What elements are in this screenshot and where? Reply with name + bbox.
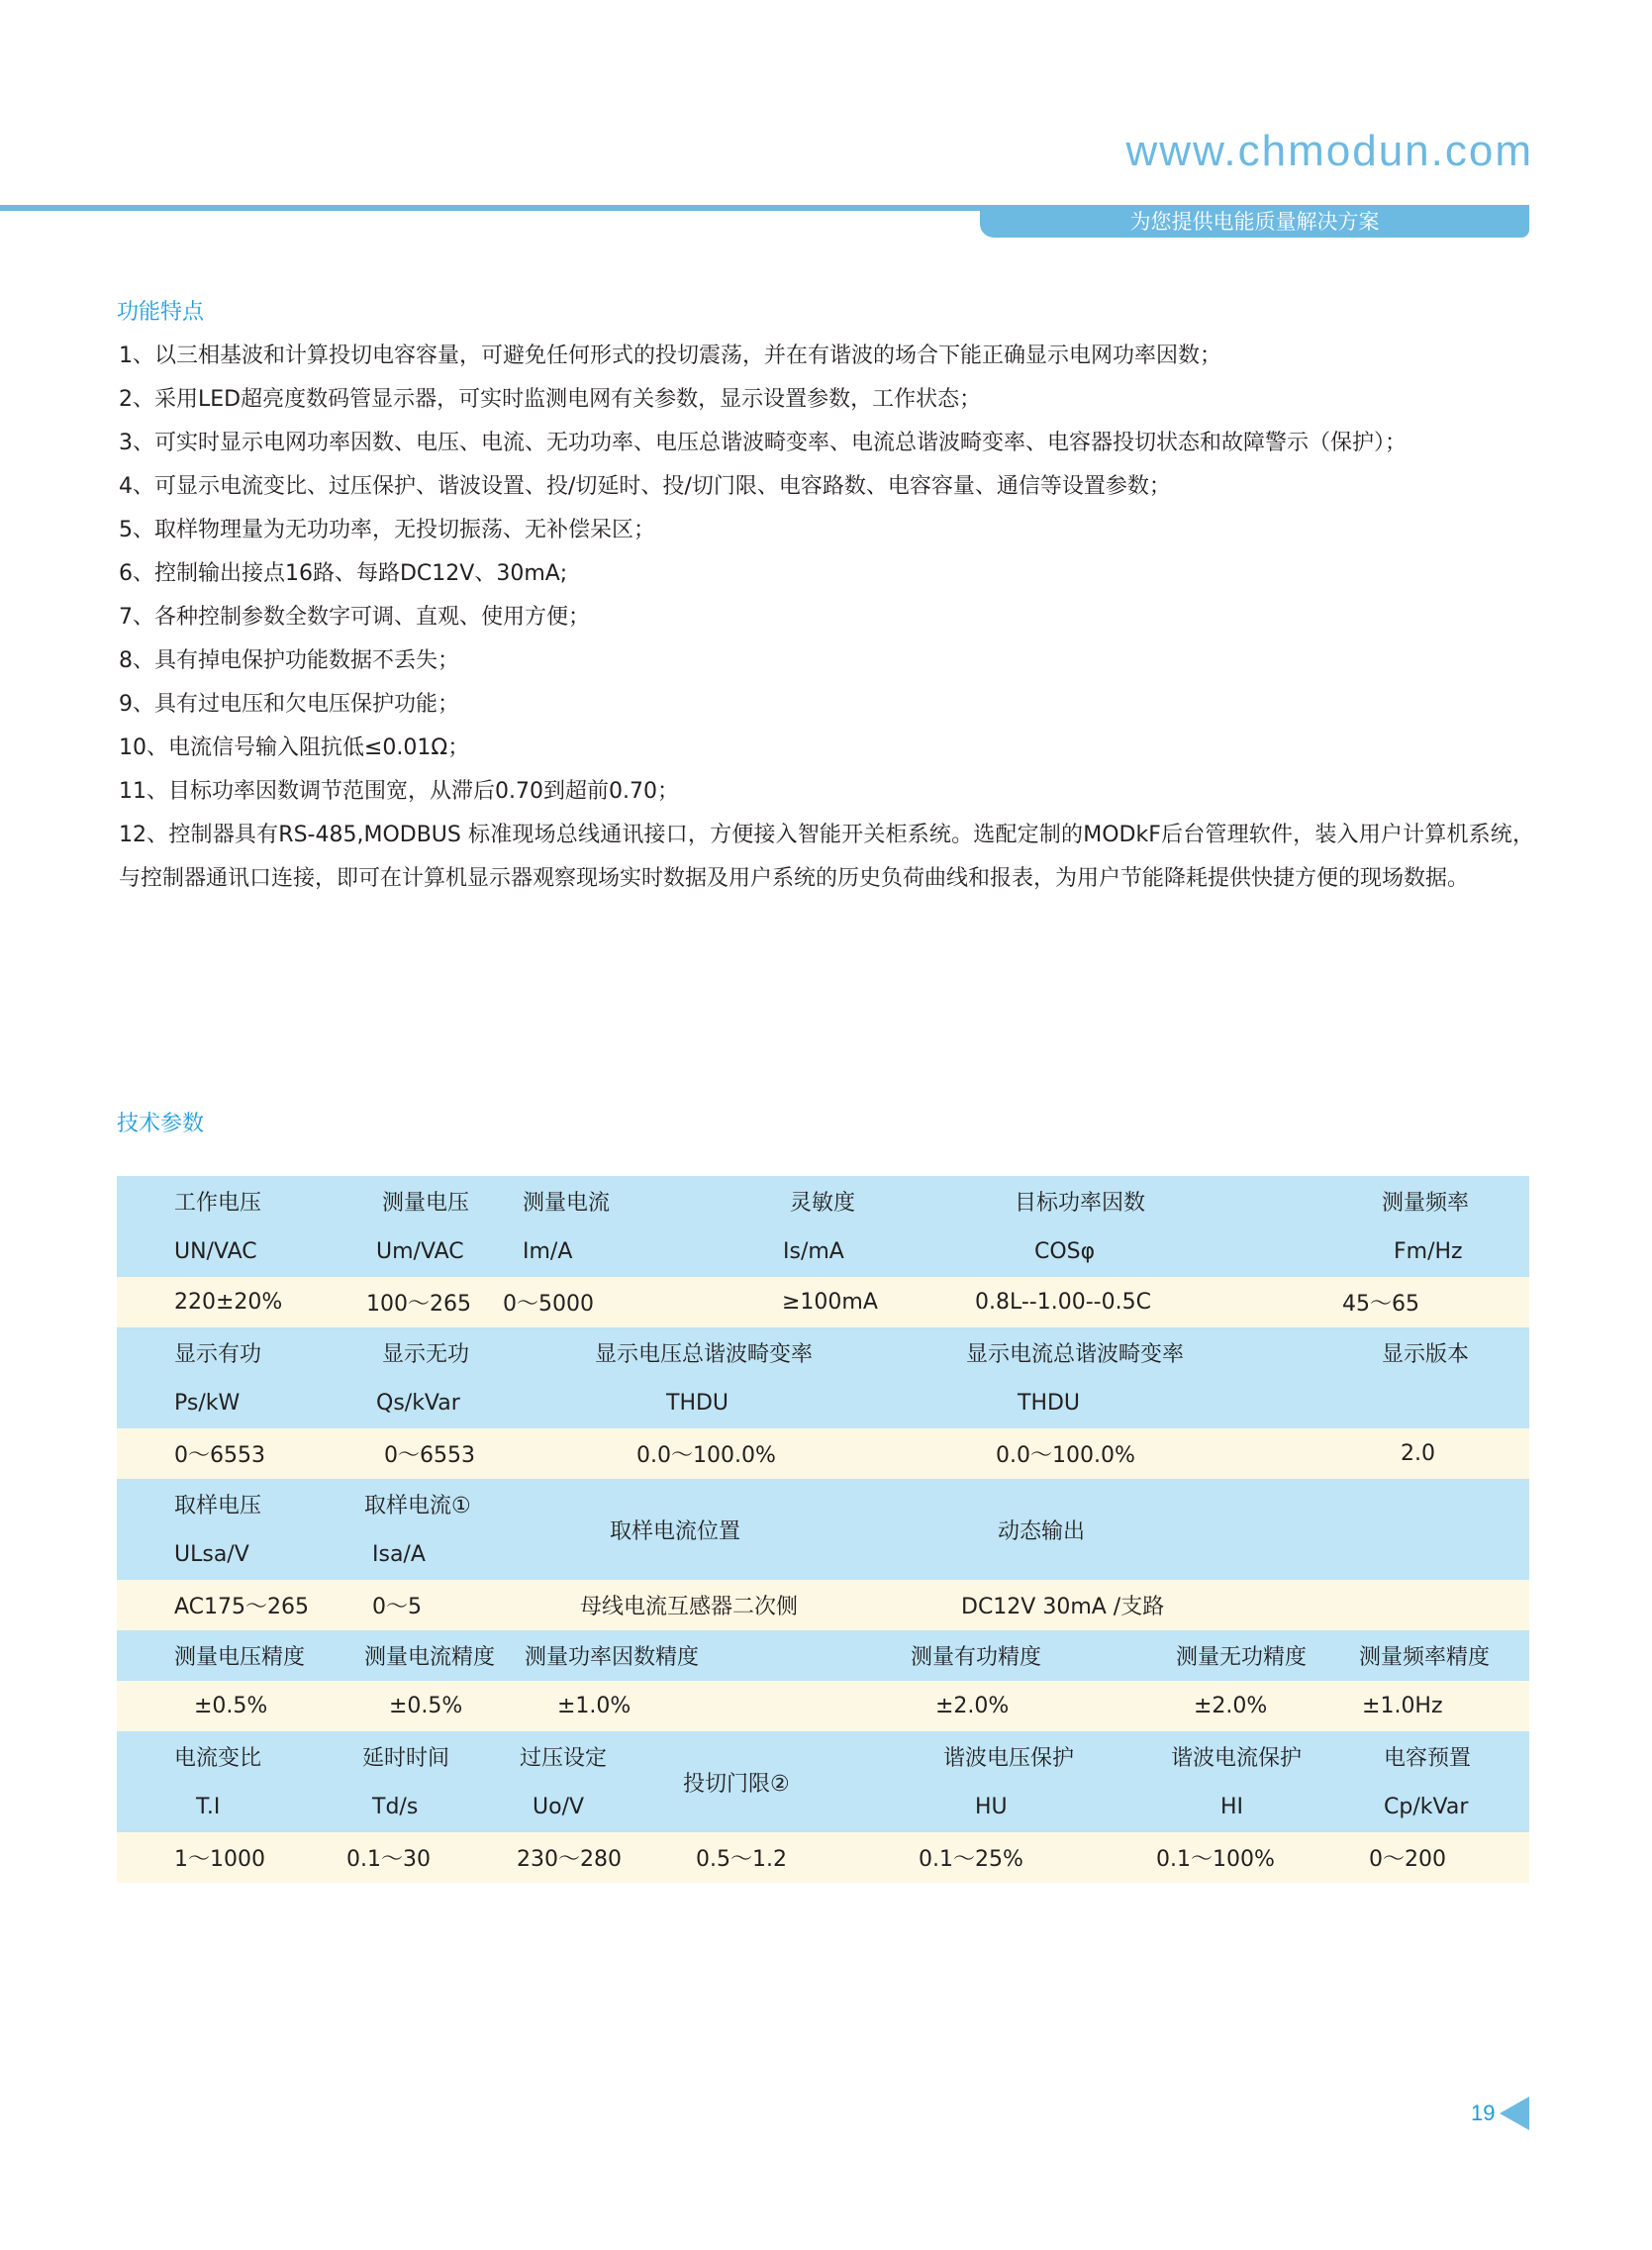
features-list (119, 335, 1534, 901)
spec-value: 220±20% (117, 1277, 305, 1327)
spec-header: 取样电压 (117, 1479, 305, 1529)
spec-value: 0.5～1.2 (646, 1832, 879, 1883)
spec-value: 0.1～25% (879, 1832, 1136, 1883)
spec-header: 取样电流位置 (503, 1479, 879, 1580)
spec-unit: THDU (503, 1378, 879, 1428)
spec-unit: Td/s (305, 1782, 503, 1832)
spec-value: ±1.0Hz (1314, 1681, 1529, 1731)
spec-header: 谐波电压保护 (879, 1731, 1136, 1782)
feature-item: 6、控制输出接点16路、每路DC12V、30mA; (119, 561, 568, 586)
spec-value: AC175～265 (117, 1580, 305, 1630)
spec-unit: T.I (117, 1782, 305, 1832)
spec-header: 测量电流精度 (305, 1630, 503, 1681)
feature-item: 2、采用LED超亮度数码管显示器，可实时监测电网有关参数，显示设置参数，工作状态； (119, 387, 982, 412)
spec-header: 过压设定 (503, 1731, 646, 1782)
feature-item: 9、具有过电压和欠电压保护功能； (119, 692, 459, 717)
spec-unit: Qs/kVar (305, 1378, 503, 1428)
features-title: 功能特点 (117, 300, 205, 325)
spec-value: ±1.0% (503, 1681, 879, 1731)
spec-header: 测量功率因数精度 (503, 1630, 879, 1681)
spec-header: 测量频率精度 (1314, 1630, 1529, 1681)
feature-item: 8、具有掉电保护功能数据不丢失； (119, 648, 459, 673)
spec-header: 测量电压精度 (117, 1630, 305, 1681)
spec-header: 投切门限② (646, 1731, 879, 1832)
feature-item: 3、可实时显示电网功率因数、电压、电流、无功功率、电压总谐波畸变率、电流总谐波畸变率、电容器投切状态和故障警示（保护）； (119, 431, 1408, 455)
spec-header: 灵敏度 (646, 1176, 879, 1226)
spec-value: 230～280 (503, 1832, 646, 1883)
spec-unit: Isa/A (305, 1529, 503, 1580)
spec-header: 显示无功 (305, 1327, 503, 1378)
spec-value: ±0.5% (117, 1681, 305, 1731)
spec-value: 0.0～100.0% (503, 1428, 879, 1479)
spec-value: ±2.0% (879, 1681, 1136, 1731)
spec-header: 显示版本 (1314, 1327, 1529, 1378)
spec-value: ±2.0% (1136, 1681, 1314, 1731)
spec-unit: Um/VAC (305, 1226, 503, 1277)
spec-header: 延时时间 (305, 1731, 503, 1782)
spec-unit: COSφ (879, 1226, 1314, 1277)
spec-header: 测量电压 (305, 1176, 503, 1226)
spec-value: 0.0～100.0% (879, 1428, 1314, 1479)
feature-item: 10、电流信号输入阻抗低≤0.01Ω； (119, 735, 470, 760)
spec-value: ≥100mA (646, 1277, 879, 1327)
spec-header: 取样电流① (305, 1479, 503, 1529)
specs-title: 技术参数 (117, 1112, 205, 1136)
spec-unit: HU (879, 1782, 1136, 1832)
spec-header: 动态输出 (879, 1479, 1314, 1580)
feature-item: 5、取样物理量为无功功率，无投切振荡、无补偿呆区； (119, 518, 655, 542)
spec-value: 2.0 (1314, 1428, 1529, 1479)
website-url: www.chmodun.com (1125, 127, 1533, 175)
spec-header: 测量频率 (1314, 1176, 1529, 1226)
spec-header: 显示有功 (117, 1327, 305, 1378)
spec-unit: Im/A (503, 1226, 646, 1277)
spec-value: DC12V 30mA /支路 (879, 1580, 1314, 1630)
spec-value: 0～6553 (117, 1428, 305, 1479)
spec-value: 0～5 (305, 1580, 503, 1630)
feature-item: 4、可显示电流变比、过压保护、谐波设置、投/切延时、投/切门限、电容路数、电容容量、通信等设置参数； (119, 474, 1171, 499)
spec-table (117, 1176, 1529, 1883)
spec-header: 目标功率因数 (879, 1176, 1314, 1226)
spec-value: 0～200 (1314, 1832, 1529, 1883)
spec-unit: ULsa/V (117, 1529, 305, 1580)
tagline-banner: 为您提供电能质量解决方案 (980, 205, 1529, 238)
spec-unit: UN/VAC (117, 1226, 305, 1277)
spec-value: 0～6553 (305, 1428, 503, 1479)
spec-header: 工作电压 (117, 1176, 305, 1226)
spec-header: 谐波电流保护 (1136, 1731, 1314, 1782)
spec-header: 测量无功精度 (1136, 1630, 1314, 1681)
spec-value: 100～265 (305, 1277, 503, 1327)
spec-value: 0～5000 (503, 1277, 646, 1327)
spec-header: 测量电流 (503, 1176, 646, 1226)
spec-header: 电流变比 (117, 1731, 305, 1782)
spec-value: 45～65 (1314, 1277, 1529, 1327)
feature-item: 1、以三相基波和计算投切电容容量，可避免任何形式的投切震荡，并在有谐波的场合下能正确显示电网功率因数； (119, 343, 1222, 368)
spec-value: 0.8L--1.00--0.5C (879, 1277, 1314, 1327)
spec-value: 0.1～100% (1136, 1832, 1314, 1883)
spec-header: 电容预置 (1314, 1731, 1529, 1782)
feature-item: 11、目标功率因数调节范围宽，从滞后0.70到超前0.70； (119, 779, 679, 804)
spec-value: 1～1000 (117, 1832, 305, 1883)
feature-item: 7、各种控制参数全数字可调、直观、使用方便； (119, 605, 590, 630)
spec-unit: THDU (879, 1378, 1314, 1428)
spec-unit: Cp/kVar (1314, 1782, 1529, 1832)
spec-unit: Uo/V (503, 1782, 646, 1832)
spec-header: 显示电流总谐波畸变率 (879, 1327, 1314, 1378)
spec-unit: Is/mA (646, 1226, 879, 1277)
page-number: 19 (1471, 2101, 1496, 2125)
page-arrow-icon (1500, 2097, 1529, 2130)
spec-header: 显示电压总谐波畸变率 (503, 1327, 879, 1378)
spec-unit: Ps/kW (117, 1378, 305, 1428)
spec-value: ±0.5% (305, 1681, 503, 1731)
spec-unit: HI (1136, 1782, 1314, 1832)
spec-unit: Fm/Hz (1314, 1226, 1529, 1277)
spec-value: 0.1～30 (305, 1832, 503, 1883)
spec-value: 母线电流互感器二次侧 (503, 1580, 879, 1630)
feature-item: 12、控制器具有RS-485,MODBUS 标准现场总线通讯接口，方便接入智能开关柜系统。选配定制的MODkF后台管理软件，装入用户计算机系统，与控制器通讯口连接，即可在计算机显示器观察现场实时数据及用户系统的历史负荷曲线和报表，为用户节能降耗提供快捷方便的现场数据。 (119, 823, 1534, 891)
spec-header: 测量有功精度 (879, 1630, 1136, 1681)
